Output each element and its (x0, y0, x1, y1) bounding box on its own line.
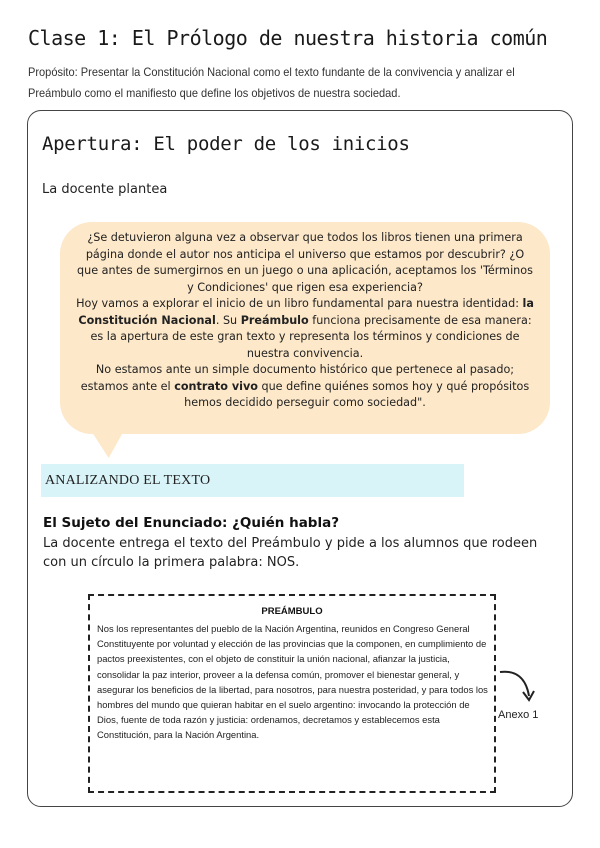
curved-arrow-icon (494, 666, 540, 712)
quote-paragraph-3: No estamos ante un simple documento histórico que pertenece al pasado; estamos ante el contrato vivo que define quiénes somos hoy y qué propósitos hemos decidido perseguir como sociedad". (80, 363, 530, 409)
annex-label: Anexo 1 (498, 709, 539, 721)
bold-contrato-vivo: contrato vivo (174, 379, 258, 393)
speech-bubble-text (74, 230, 536, 412)
preamble-title: PREÁMBULO (261, 606, 323, 617)
section-label: ANALIZANDO EL TEXTO (45, 473, 211, 488)
bold-preambulo: Preámbulo (240, 313, 309, 327)
purpose-text: Propósito: Presentar la Constitución Nacional como el texto fundante de la convivencia y analizar el Preámbulo como el manifiesto que define los objetivos de nuestra sociedad. (28, 65, 515, 100)
subject-heading: El Sujeto del Enunciado: ¿Quién habla? (43, 515, 340, 531)
subject-text: La docente entrega el texto del Preámbulo y pide a los alumnos que rodeen con un círculo la primera palabra: NOS. (43, 536, 538, 570)
bold-constitucion: la Constitución Nacional (78, 297, 534, 327)
teacher-intro: La docente plantea (42, 182, 168, 197)
opening-title: Apertura: El poder de los inicios (42, 133, 410, 155)
speech-bubble-tail (89, 428, 130, 458)
preamble-body: Nos los representantes del pueblo de la Nación Argentina, reunidos en Congreso General Constituyente por voluntad y elección de las provincias que la componen, en cumplimiento de pactos preexistentes, con el objeto de constituir la unión nacional, afianzar la justicia, consolidar la paz interior, proveer a la defensa común, promover el bienestar general, y asegurar los beneficios de la libertad, para nosotros, para nuestra posteridad, y para todos los hombres del mundo que quieran habitar en el suelo argentino: invocando la protección de Dios, fuente de toda razón y justicia: ordenamos, decretamos y establecemos esta Constitución, para la Nación Argentina. (97, 623, 488, 741)
quote-paragraph-2: Hoy vamos a explorar el inicio de un libro fundamental para nuestra identidad: la Constitución Nacional. Su Preámbulo funciona precisamente de esa manera: es la apertura de este gran texto y representa los términos y condiciones de nuestra convivencia. (76, 297, 534, 360)
quote-paragraph-1: ¿Se detuvieron alguna vez a observar que todos los libros tienen una primera página donde el autor nos anticipa el universo que estamos por descubrir? ¿O que antes de sumergirnos en un juego o una aplicación, aceptamos los 'Términos y Condiciones' que rigen esa experiencia? (77, 231, 533, 294)
page-title: Clase 1: El Prólogo de nuestra historia común (28, 26, 548, 50)
